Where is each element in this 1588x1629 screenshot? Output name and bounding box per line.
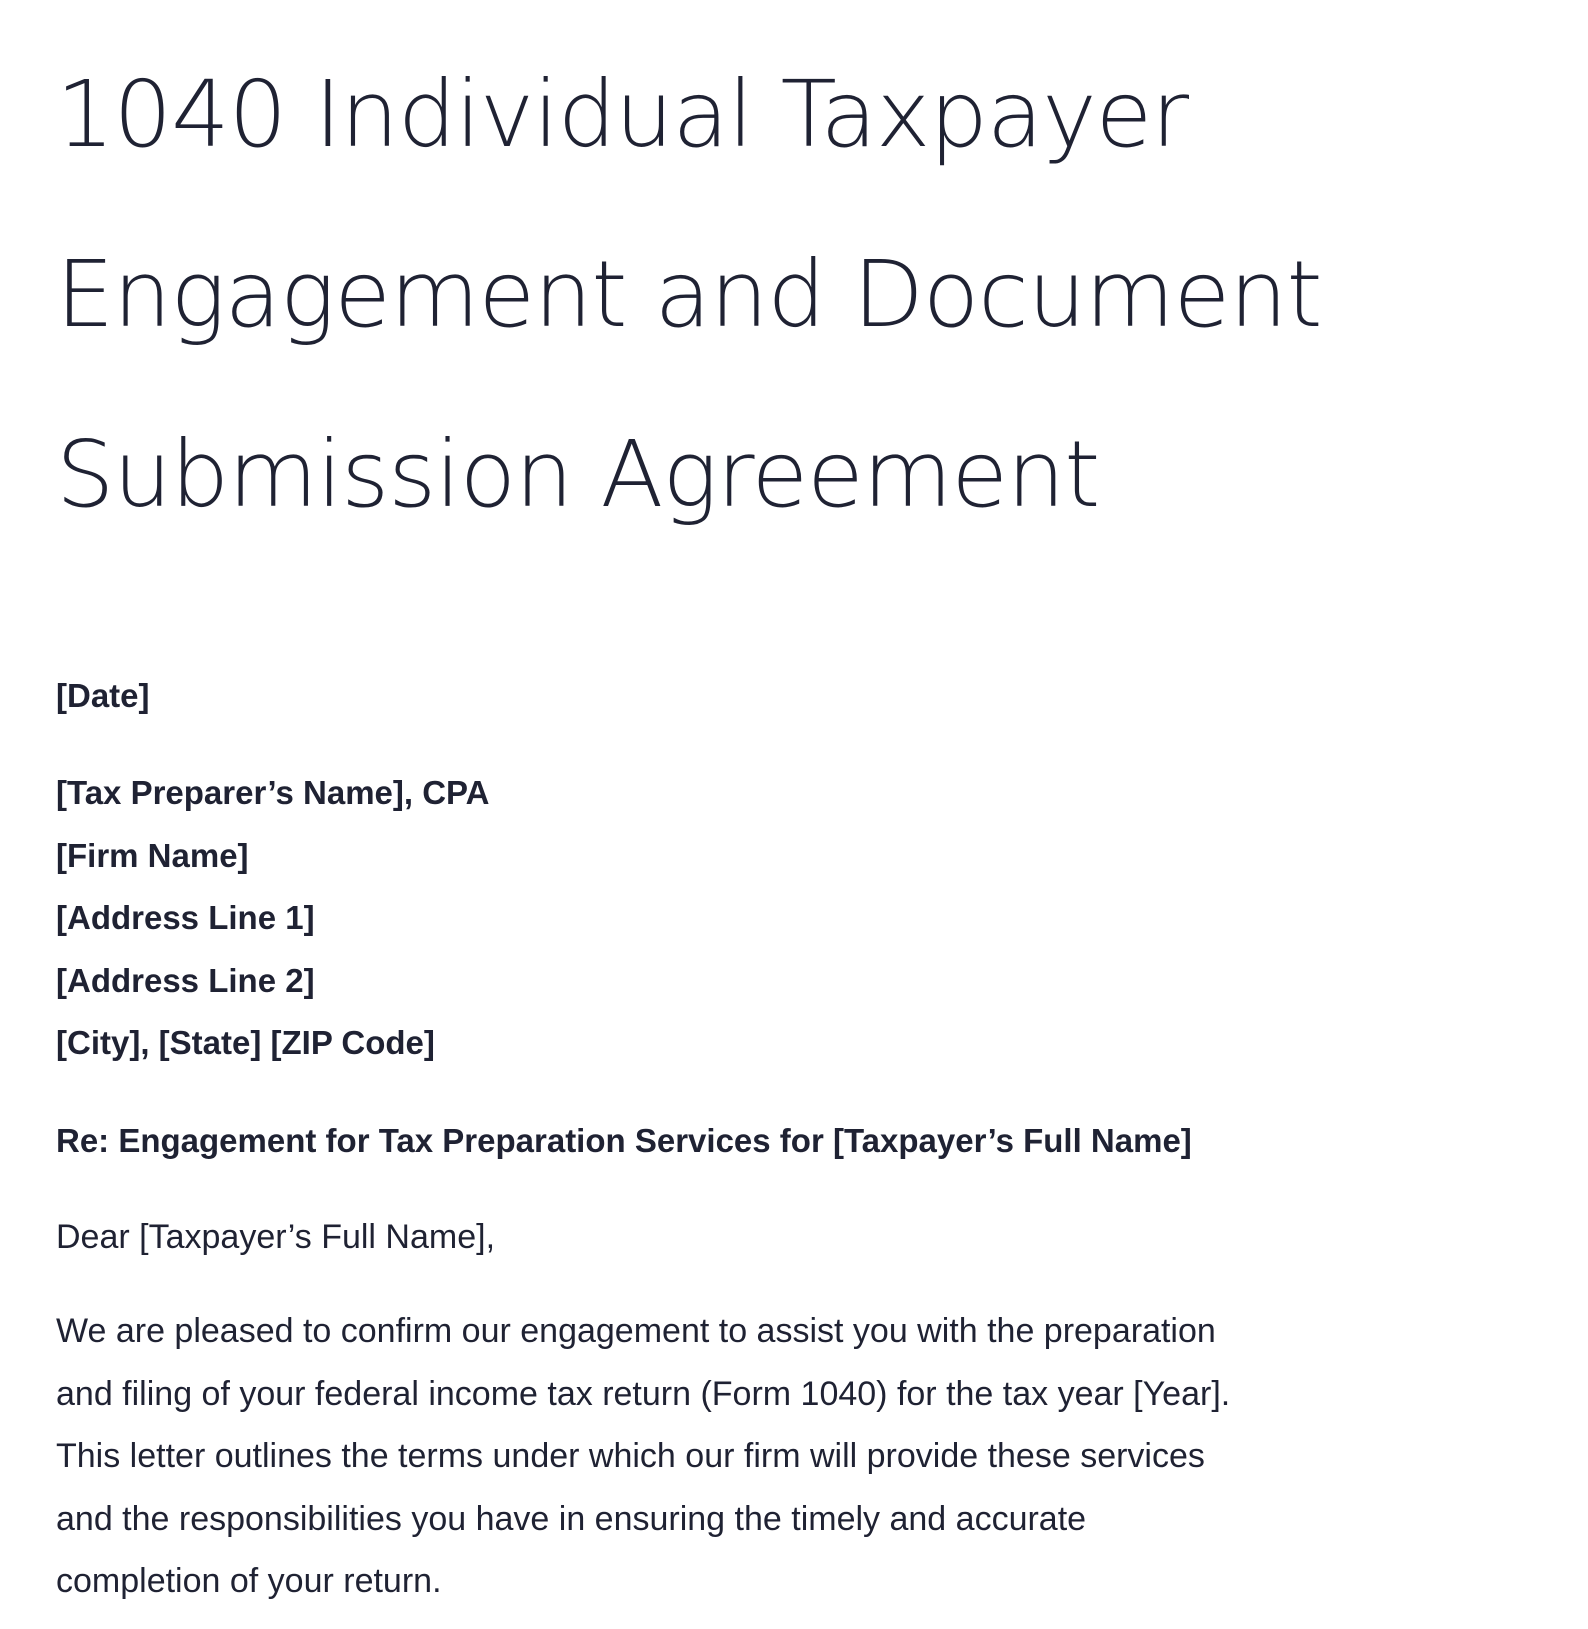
intro-paragraph: [56, 1300, 1456, 1613]
address-line-2: [Address Line 2]: [56, 961, 315, 999]
city-state-zip: [City], [State] [ZIP Code]: [56, 1024, 435, 1061]
date-placeholder: [Date]: [56, 677, 150, 714]
firm-name: [Firm Name]: [56, 836, 249, 874]
address-line-1: [Address Line 1]: [56, 899, 315, 936]
document-title: [56, 0, 1536, 565]
document-title-line-2: Engagement and Document: [56, 241, 1322, 348]
paragraph-line-2: and filing of your federal income tax return (Form 1040) for the tax year [Year].: [56, 1374, 1231, 1413]
document-title-line-1: 1040 Individual Taxpayer: [56, 61, 1189, 168]
preparer-name: [Tax Preparer’s Name], CPA: [56, 774, 490, 811]
salutation: Dear [Taxpayer’s Full Name],: [56, 1218, 496, 1256]
document-page: [56, 0, 1536, 1600]
preparer-address-block: [56, 762, 489, 1075]
paragraph-line-1: We are pleased to confirm our engagement to assist you with the preparation: [56, 1312, 1216, 1350]
paragraph-line-3: This letter outlines the terms under which our firm will provide these services: [56, 1437, 1205, 1475]
document-title-line-3: Submission Agreement: [56, 421, 1100, 528]
paragraph-line-5: completion of your return.: [56, 1562, 442, 1600]
paragraph-line-4: and the responsibilities you have in ensuring the timely and accurate: [56, 1499, 1087, 1538]
subject-line: Re: Engagement for Tax Preparation Services for [Taxpayer’s Full Name]: [56, 1122, 1192, 1159]
